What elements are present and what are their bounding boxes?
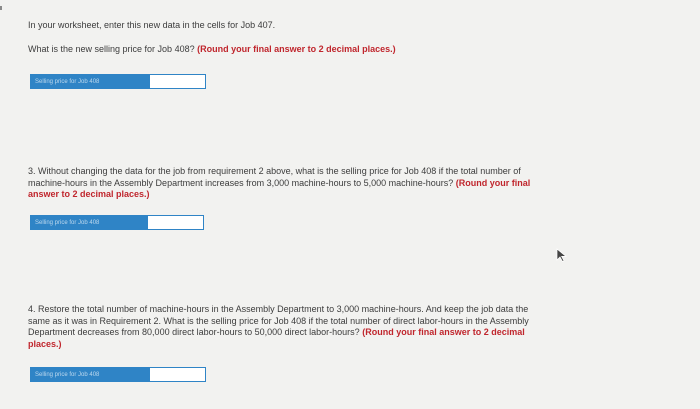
question-2-rounding-note: (Round your final answer to 2 decimal places.) (197, 44, 396, 54)
answer-row-q3 (30, 215, 204, 230)
answer-row-q4 (30, 367, 206, 382)
question-3-rounding-note-b: answer to 2 decimal places.) (28, 189, 150, 199)
scroll-marker (0, 6, 2, 10)
answer-label-q4: Selling price for Job 408 (30, 367, 150, 382)
question-4-line-1: 4. Restore the total number of machine-hours in the Assembly Department to 3,000 machine-hours. And keep the job data the (28, 304, 529, 314)
question-3-text (28, 166, 628, 201)
question-4-rounding-note-b: places.) (28, 338, 62, 349)
question-4-text (28, 304, 638, 350)
instruction-text (28, 20, 275, 32)
selling-price-input-q2[interactable] (150, 74, 206, 89)
question-3-line-1: 3. Without changing the data for the job from requirement 2 above, what is the selling price for Job 408 if the total number of (28, 166, 521, 176)
question-4-line-3: Department decreases from 80,000 direct labor-hours to 50,000 direct labor-hours? (28, 327, 360, 337)
question-4-line-2: same as it was in Requirement 2. What is the selling price for Job 408 if the total number of direct labor-hours in the Assembly (28, 315, 529, 326)
question-3-line-2: machine-hours in the Assembly Department increases from 3,000 machine-hours to 5,000 machine-hours? (28, 177, 454, 188)
instruction-label: In your worksheet, enter this new data in the cells for Job 407. (28, 20, 276, 30)
question-4-rounding-note-a: (Round your final answer to 2 decimal (362, 327, 525, 337)
answer-row-q2 (30, 74, 206, 89)
answer-label-q2: Selling price for Job 408 (30, 74, 150, 89)
selling-price-input-q4[interactable] (150, 367, 206, 382)
selling-price-input-q3[interactable] (148, 215, 204, 230)
question-2-text (28, 44, 396, 56)
answer-label-q3: Selling price for Job 408 (30, 215, 148, 230)
question-2-label: What is the new selling price for Job 408? (28, 44, 195, 54)
mouse-pointer-icon (556, 248, 568, 262)
question-3-rounding-note-a: (Round your final (455, 177, 531, 188)
